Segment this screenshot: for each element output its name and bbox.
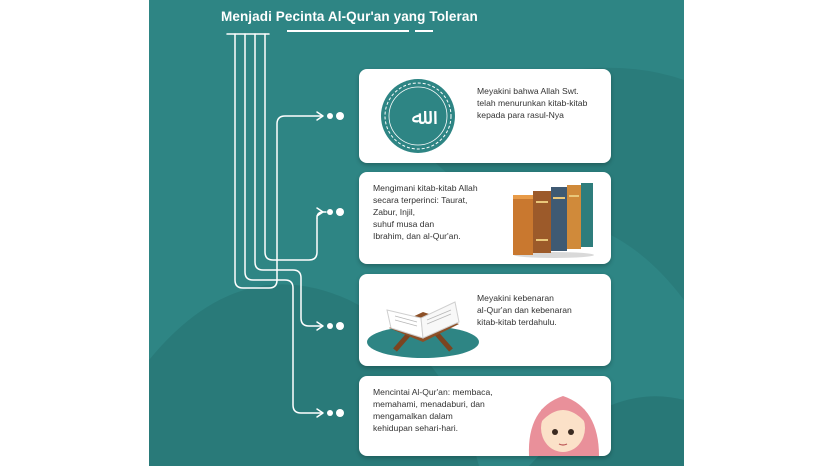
allah-calligraphy-icon	[379, 77, 457, 160]
hijab-girl-icon	[523, 388, 605, 461]
quran-on-stand-icon	[365, 280, 481, 367]
card-3-text: Meyakini kebenaran al-Qur'an dan kebenaran kitab-kitab terdahulu.	[477, 293, 572, 327]
infographic-panel	[149, 0, 684, 466]
card-2	[359, 172, 611, 264]
card-1	[359, 69, 611, 163]
card-4	[359, 376, 611, 456]
page-title: Menjadi Pecinta Al-Qur'an yang Toleran	[221, 9, 478, 24]
card-2-text: Mengimani kitab-kitab Allah secara terperinci: Taurat, Zabur, Injil, suhuf musa dan Ibrahim, dan al-Qur'an.	[373, 183, 478, 241]
books-icon	[509, 179, 599, 264]
svg-text:ﷲ: ﷲ	[411, 105, 425, 130]
card-1-text: Meyakini bahwa Allah Swt. telah menurunkan kitab-kitab kepada para rasul-Nya	[477, 86, 588, 120]
card-3	[359, 274, 611, 366]
card-4-text: Mencintai Al-Qur'an: membaca, memahami, menadaburi, dan mengamalkan dalam kehidupan sehari-hari.	[373, 387, 493, 433]
